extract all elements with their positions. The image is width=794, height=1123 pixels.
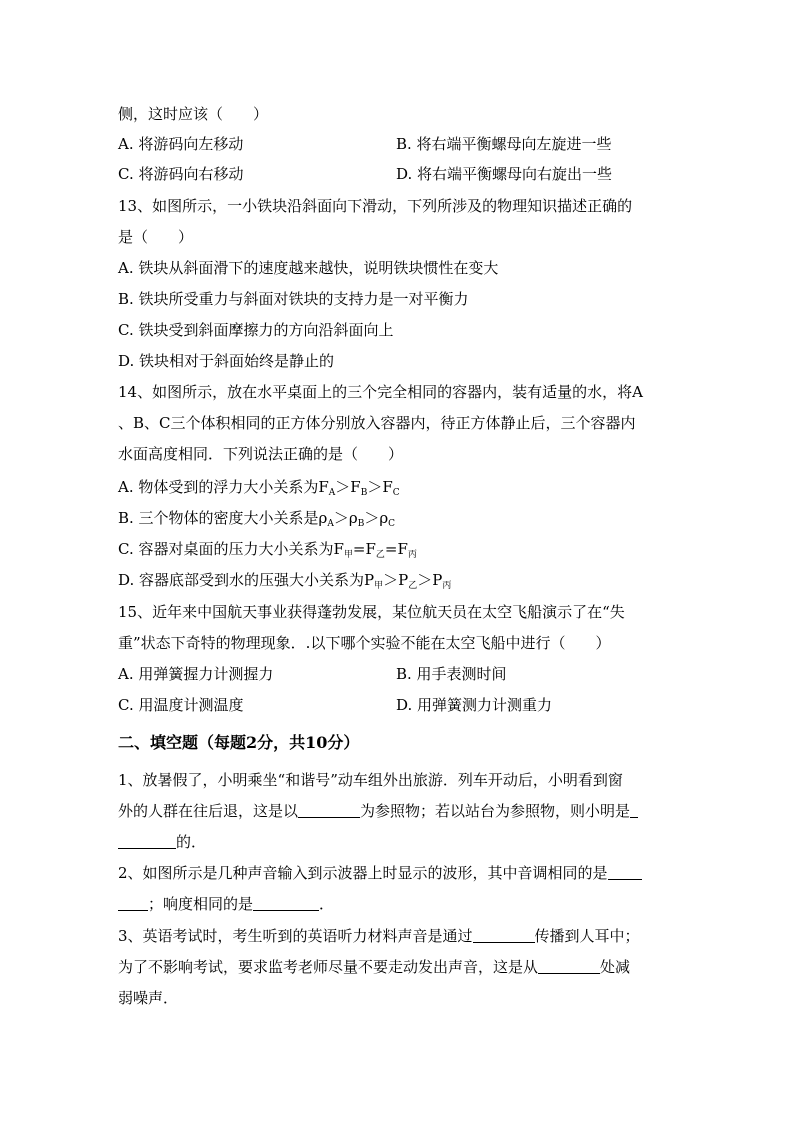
- option-a: [118, 477, 400, 497]
- question-14: [118, 382, 643, 402]
- option-b: [396, 134, 612, 154]
- line-text: 的．: [176, 833, 207, 851]
- line-text: 15、近年来中国航天事业获得蓬勃发展，某位航天员在太空飞船演示了在“失: [118, 603, 625, 621]
- section-heading-text: 二、填空题（每题2分，共10分）: [118, 733, 360, 752]
- option-b: [396, 664, 507, 684]
- option-d: [118, 570, 451, 590]
- answer-blank[interactable]: [630, 803, 638, 818]
- line-text: B. 三个物体的密度大小关系是ρ: [118, 509, 328, 527]
- fill-question-3: [118, 926, 640, 946]
- option-d: [396, 164, 612, 184]
- section-heading: [118, 733, 359, 753]
- option-row: [118, 134, 243, 154]
- subscript: A: [328, 488, 336, 498]
- subscript: 乙: [375, 550, 385, 560]
- text-line: [118, 633, 610, 653]
- line-text: =F: [384, 540, 408, 558]
- option-b: [118, 508, 395, 528]
- option-c: [118, 320, 393, 340]
- line-text: D. 铁块相对于斜面始终是静止的: [118, 352, 335, 370]
- line-text: 水面高度相同．下列说法正确的是（ ）: [118, 445, 404, 463]
- option-b-text: B. 将右端平衡螺母向左旋进一些: [396, 135, 612, 153]
- line-text: 13、如图所示，一小铁块沿斜面向下滑动，下列所涉及的物理知识描述正确的: [118, 197, 633, 215]
- text-line: [118, 957, 630, 977]
- line-text: D. 用弹簧测力计测重力: [396, 696, 553, 714]
- line-text: ＞F: [335, 478, 361, 496]
- option-c: C. 将游码向右移动: [118, 165, 244, 183]
- line-text: ．: [319, 895, 335, 913]
- answer-blank[interactable]: [298, 803, 360, 818]
- line-text: =F: [352, 540, 376, 558]
- line-text: C. 容器对桌面的压力大小关系为F: [118, 540, 344, 558]
- subscript: C: [388, 519, 396, 529]
- text-line: [118, 227, 193, 247]
- line-text: C. 铁块受到斜面摩擦力的方向沿斜面向上: [118, 321, 394, 339]
- line-text: 弱噪声．: [118, 989, 179, 1007]
- option-c: [118, 539, 417, 559]
- subscript: 丙: [407, 550, 417, 560]
- line-text: 为了不影响考试，要求监考老师尽量不要走动发出声音，这是从: [118, 958, 539, 976]
- option-d-text: D. 将右端平衡螺母向右旋出一些: [396, 165, 613, 183]
- line-text: B. 铁块所受重力与斜面对铁块的支持力是一对平衡力: [118, 290, 469, 308]
- question-13: [118, 196, 632, 216]
- subscript: 丙: [442, 581, 452, 591]
- line-text: 2、如图所示是几种声音输入到示波器上时显示的波形，其中音调相同的是: [118, 864, 608, 882]
- subscript: B: [357, 519, 365, 529]
- line-text: ＞ρ: [333, 509, 358, 527]
- text-line: [118, 894, 334, 914]
- text-line: [118, 801, 638, 821]
- line-text: ；响度相同的是: [148, 895, 254, 913]
- subscript: 甲: [374, 581, 384, 591]
- line-text: 侧，这时应该（ ）: [118, 105, 269, 123]
- line-text: 是（ ）: [118, 228, 194, 246]
- line-text: A. 用弹簧握力计测握力: [118, 665, 274, 683]
- text-line: [118, 104, 268, 124]
- text-line: [118, 444, 403, 464]
- line-text: 3、英语考试时，考生听到的英语听力材料声音是通过: [118, 927, 473, 945]
- answer-blank[interactable]: [253, 896, 319, 911]
- subscript: 甲: [343, 550, 353, 560]
- line-text: D. 容器底部受到水的压强大小关系为P: [118, 571, 375, 589]
- text-line: [118, 413, 636, 433]
- answer-blank[interactable]: [118, 834, 176, 849]
- subscript: B: [360, 488, 368, 498]
- option-d: [118, 351, 334, 371]
- line-text: ＞ρ: [364, 509, 389, 527]
- option-a: [118, 664, 273, 684]
- question-15: [118, 602, 625, 622]
- line-text: A. 铁块从斜面滑下的速度越来越快，说明铁块惯性在变大: [118, 259, 499, 277]
- option-c: [118, 695, 243, 715]
- answer-blank[interactable]: [473, 928, 535, 943]
- answer-blank[interactable]: [538, 959, 600, 974]
- text-line: [118, 832, 206, 852]
- option-b: [118, 289, 469, 309]
- line-text: 处减: [600, 958, 631, 976]
- subscript: C: [392, 488, 400, 498]
- line-text: ＞P: [417, 571, 443, 589]
- line-text: 重”状态下奇特的物理现象．.以下哪个实验不能在太空飞船中进行（ ）: [118, 634, 611, 652]
- fill-question-2: [118, 863, 642, 883]
- option-row: [118, 164, 243, 184]
- option-a: [118, 258, 498, 278]
- text-line: [118, 988, 178, 1008]
- line-text: ＞P: [383, 571, 409, 589]
- line-text: 为参照物；若以站台为参照物，则小明是: [360, 802, 631, 820]
- answer-blank[interactable]: [118, 896, 148, 911]
- line-text: ＞F: [367, 478, 393, 496]
- fill-question-1: [118, 770, 623, 790]
- line-text: B. 用手表测时间: [396, 665, 507, 683]
- line-text: A. 物体受到的浮力大小关系为F: [118, 478, 329, 496]
- line-text: C. 用温度计测温度: [118, 696, 244, 714]
- line-text: 1、放暑假了，小明乘坐“和谐号”动车组外出旅游．列车开动后，小明看到窗: [118, 771, 623, 789]
- line-text: 、B、C三个体积相同的正方体分别放入容器内，待正方体静止后，三个容器内: [118, 414, 636, 432]
- subscript: A: [327, 519, 334, 529]
- subscript: 乙: [408, 581, 418, 591]
- line-text: 14、如图所示，放在水平桌面上的三个完全相同的容器内，装有适量的水，将A: [118, 383, 643, 401]
- line-text: 外的人群在往后退，这是以: [118, 802, 299, 820]
- option-d: [396, 695, 552, 715]
- line-text: 传播到人耳中；: [534, 927, 640, 945]
- answer-blank[interactable]: [608, 865, 642, 880]
- option-a: A. 将游码向左移动: [118, 135, 244, 153]
